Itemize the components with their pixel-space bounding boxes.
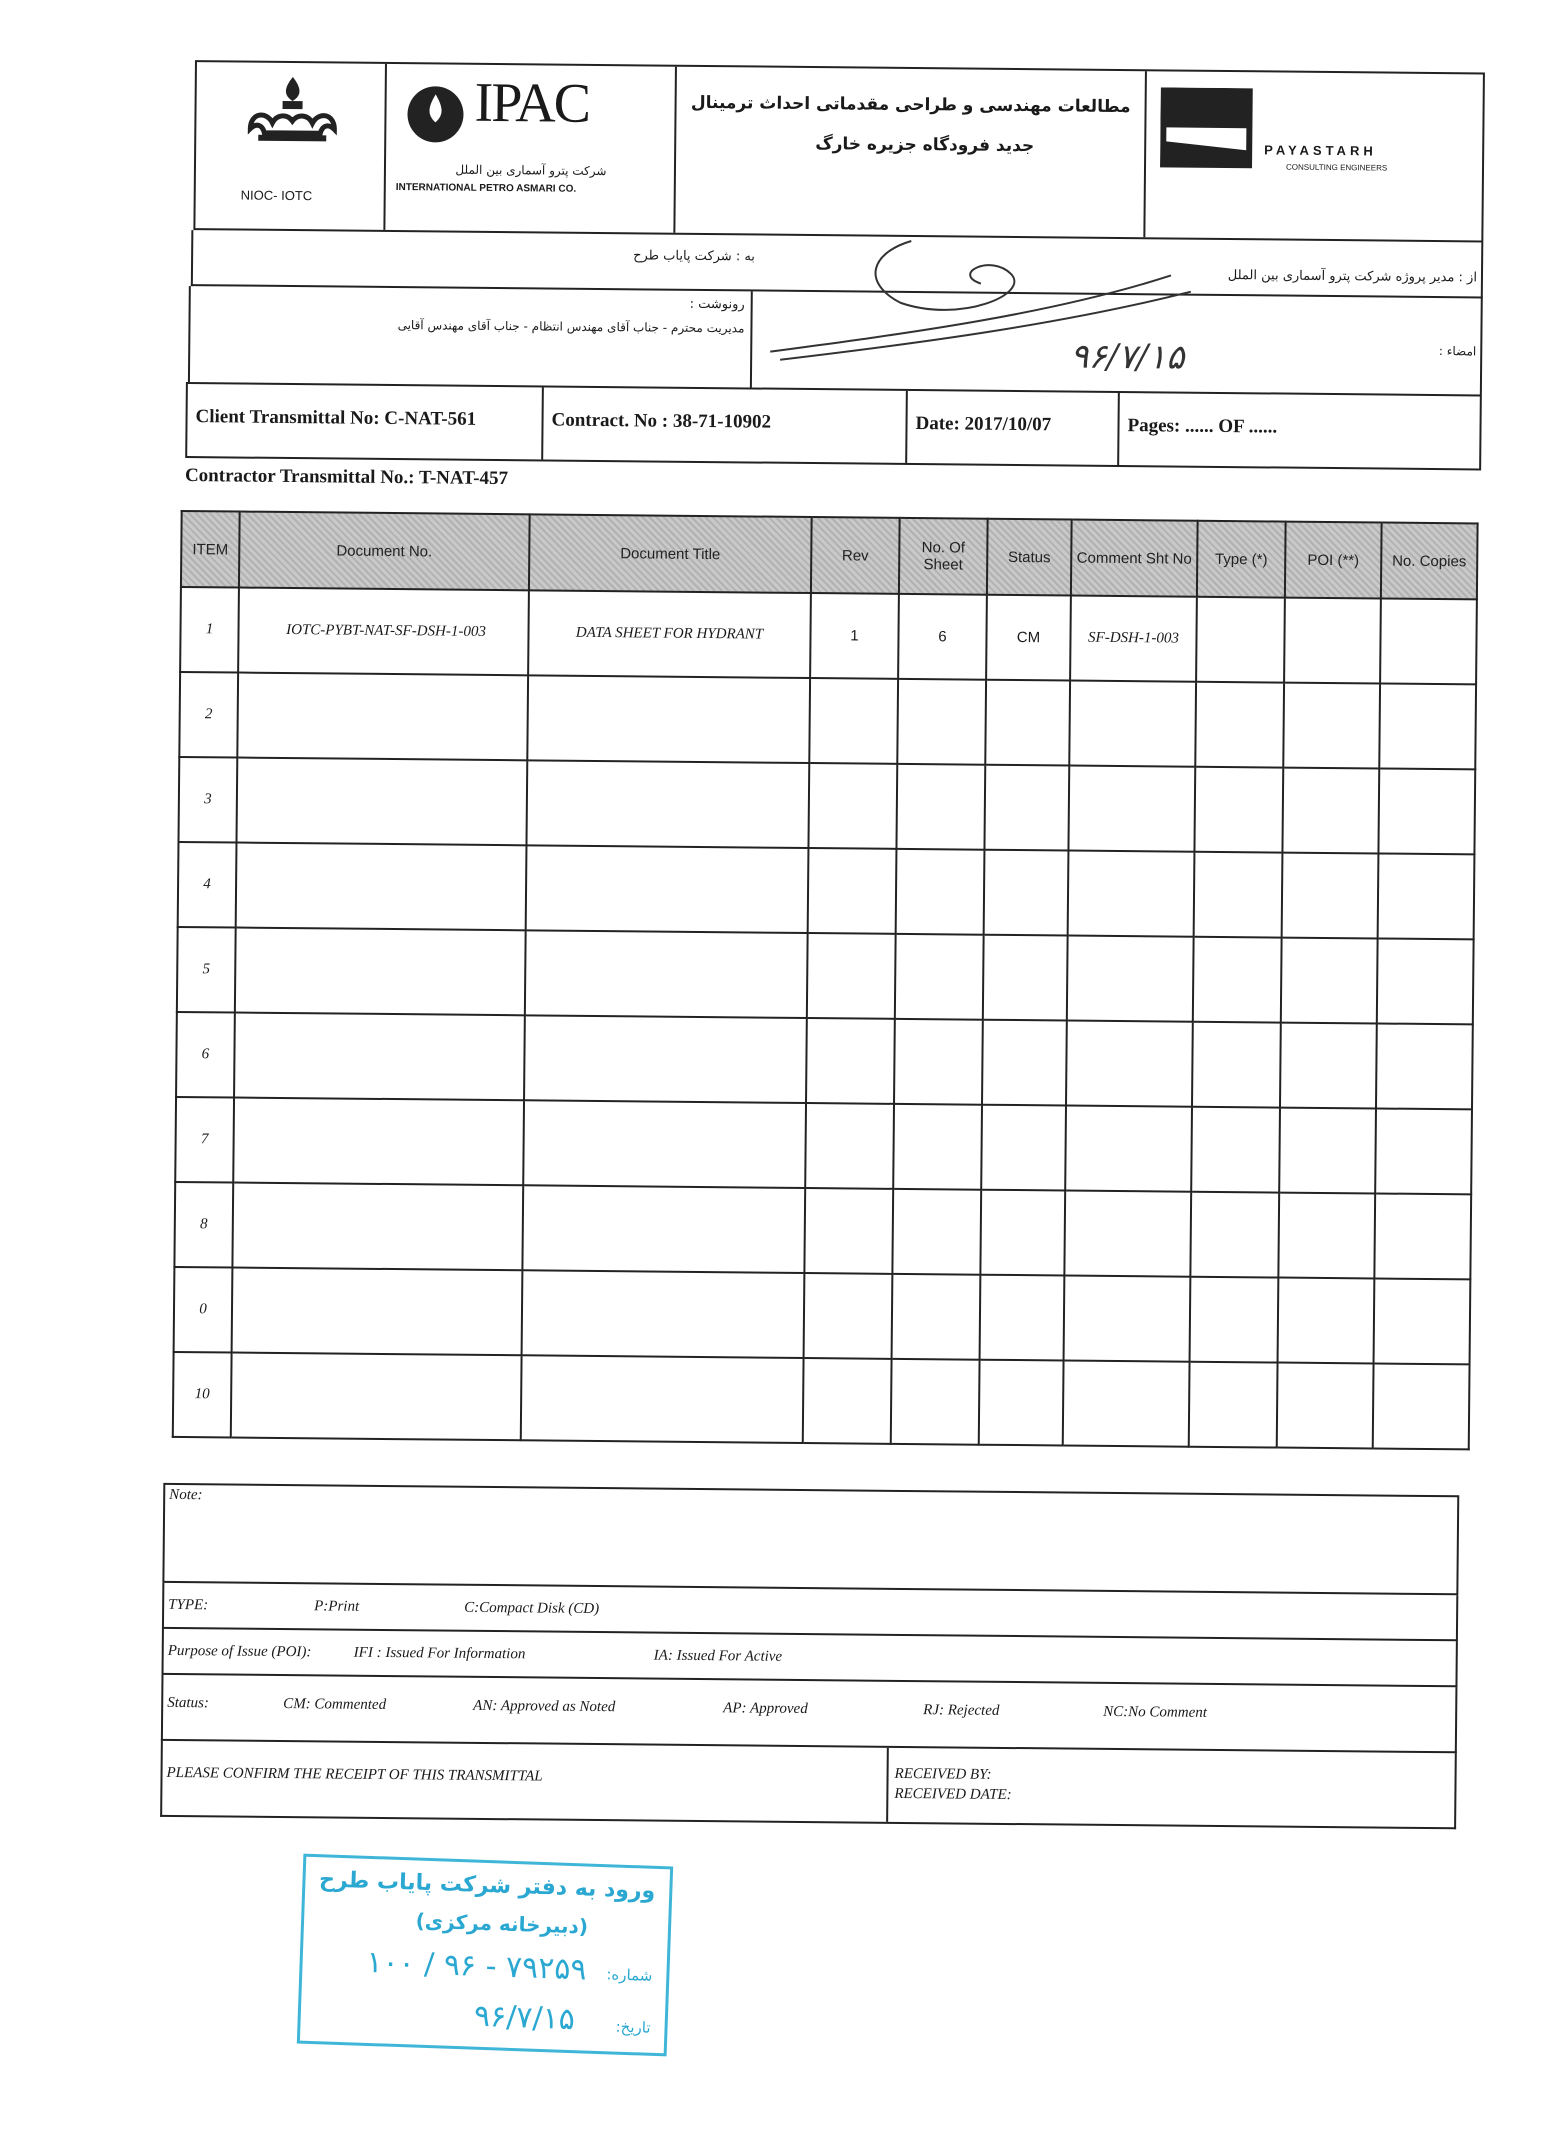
stamp-line1: ورود به دفتر شرکت پایاب طرح: [318, 1867, 656, 1904]
row-rev: [806, 1018, 895, 1104]
row-document-no: [235, 928, 526, 1016]
row-status: [985, 680, 1070, 766]
row-status: [980, 1190, 1065, 1276]
project-title-line2: جدید فرودگاه جزیره خارگ: [815, 134, 1035, 157]
row-type: [1193, 937, 1282, 1023]
entry-stamp: [297, 1854, 673, 2057]
date-field: Date: 2017/10/07: [907, 391, 1120, 465]
stamp-number-label: شماره:: [606, 1965, 653, 1985]
status-row: [161, 1675, 1458, 1753]
row-status: [981, 1105, 1066, 1191]
row-item: 5: [177, 927, 236, 1013]
table-row: [174, 1267, 1471, 1364]
col-status: Status: [987, 519, 1072, 596]
row-comment-sht: [1064, 1275, 1191, 1361]
row-poi: [1281, 938, 1378, 1024]
ipac-name-en: INTERNATIONAL PETRO ASMARI CO.: [395, 182, 577, 195]
row-document-no: IOTC-PYBT-NAT-SF-DSH-1-003: [238, 588, 529, 676]
row-comment-sht: [1068, 766, 1195, 852]
row-item: 6: [176, 1012, 235, 1098]
row-comment-sht: [1069, 681, 1196, 767]
status-label: Status:: [167, 1694, 209, 1712]
row-document-no: [232, 1183, 523, 1271]
row-document-title: [527, 675, 810, 763]
received-date: RECEIVED DATE:: [894, 1785, 1012, 1804]
row-sheets: [897, 679, 986, 765]
row-document-title: [526, 760, 809, 848]
row-comment-sht: [1064, 1191, 1191, 1277]
row-sheets: [896, 764, 985, 850]
contractor-transmittal: Contractor Transmittal No.: T-NAT-457: [184, 465, 509, 490]
row-sheets: [893, 1104, 982, 1190]
col-type: Type (*): [1197, 521, 1286, 598]
ipac-logo: IPAC: [474, 71, 590, 135]
header: [193, 60, 1485, 242]
row-rev: [805, 1103, 894, 1189]
row-poi: [1278, 1278, 1375, 1364]
poi-ifi: IFI : Issued For Information: [353, 1644, 526, 1663]
payastarh-logo-cell: [1145, 71, 1487, 240]
signature-scribble: [750, 231, 1311, 386]
row-status: [982, 1020, 1067, 1106]
row-poi: [1282, 768, 1379, 854]
col-no-of-sheet: No. Of Sheet: [899, 518, 988, 595]
nioc-logo-icon: [232, 72, 353, 153]
row-type: [1190, 1192, 1279, 1278]
table-row: [173, 1352, 1470, 1449]
row-rev: [804, 1188, 893, 1274]
table-row: [174, 1182, 1471, 1279]
row-type: [1191, 1107, 1280, 1193]
col-comment-sht: Comment Sht No: [1071, 520, 1198, 597]
row-status: [984, 850, 1069, 936]
contract-no: Contract. No : 38-71-10902: [543, 387, 908, 462]
row-document-title: DATA SHEET FOR HYDRANT: [528, 590, 811, 678]
row-rev: [807, 933, 896, 1019]
col-rev: Rev: [811, 517, 900, 594]
table-row: [176, 1012, 1473, 1109]
row-copies: [1377, 938, 1474, 1024]
status-ap: AP: Approved: [723, 1700, 808, 1718]
row-document-title: [522, 1185, 805, 1273]
col-document-title: Document Title: [529, 514, 812, 593]
row-comment-sht: [1066, 1021, 1193, 1107]
handwritten-date: ۹۶/۷/۱۵: [1070, 336, 1185, 378]
row-type: [1194, 767, 1283, 853]
row-item: 0: [174, 1267, 233, 1353]
row-item: 2: [179, 672, 238, 758]
row-poi: [1284, 598, 1381, 684]
row-type: [1190, 1277, 1279, 1363]
cc-text: مدیریت محترم - جناب آقای مهندس انتظام - جناب آقای مهندس آقایی: [397, 318, 745, 336]
row-rev: 1: [810, 593, 899, 679]
status-an: AN: Approved as Noted: [473, 1697, 616, 1716]
ipac-name-fa: شرکت پترو آسماری بین الملل: [455, 162, 607, 179]
pages-field: Pages: ...... OF ......: [1127, 415, 1278, 438]
table-row: [177, 927, 1474, 1024]
table-row: [178, 842, 1475, 939]
row-copies: [1379, 684, 1476, 770]
row-type: [1195, 682, 1284, 768]
received-divider: [886, 1748, 889, 1822]
table-row: [179, 672, 1476, 769]
status-nc: NC:No Comment: [1103, 1703, 1208, 1721]
row-poi: [1283, 683, 1380, 769]
row-poi: [1278, 1193, 1375, 1279]
row-document-no: [234, 1013, 525, 1101]
row-type: [1189, 1362, 1278, 1448]
row-document-title: [524, 1015, 807, 1103]
payastarh-sub: CONSULTING ENGINEERS: [1285, 162, 1388, 173]
row-document-title: [522, 1270, 805, 1358]
row-copies: [1376, 1023, 1473, 1109]
row-sheets: [892, 1274, 981, 1360]
legend-block: [160, 1483, 1459, 1829]
row-rev: [804, 1273, 893, 1359]
row-document-title: [523, 1100, 806, 1188]
row-copies: [1374, 1193, 1471, 1279]
ipac-drop-icon: [400, 76, 471, 147]
stamp-date-label: تاریخ:: [615, 2017, 651, 2037]
poi-label: Purpose of Issue (POI):: [167, 1642, 312, 1661]
table-row: [178, 757, 1475, 854]
nioc-label: NIOC- IOTC: [240, 187, 313, 204]
project-title-line1: مطالعات مهندسی و طراحی مقدماتی احداث ترمینال: [690, 92, 1131, 118]
nioc-logo-cell: [195, 62, 387, 230]
client-transmittal: Client Transmittal No: C-NAT-561: [187, 384, 544, 459]
received-by: RECEIVED BY:: [894, 1765, 992, 1783]
row-document-no: [231, 1353, 522, 1441]
row-sheets: [891, 1359, 980, 1445]
from-field: از : مدیر پروژه شرکت پترو آسماری بین الملل: [1227, 268, 1478, 286]
confirm-row: [160, 1741, 1457, 1829]
row-sheets: 6: [898, 594, 987, 680]
table-row: [180, 587, 1477, 684]
row-item: 7: [175, 1097, 234, 1183]
row-document-title: [521, 1355, 804, 1443]
row-item: 3: [178, 757, 237, 843]
row-sheets: [895, 934, 984, 1020]
row-sheets: [896, 849, 985, 935]
type-print: P:Print: [314, 1598, 360, 1615]
cc-row: [188, 286, 1483, 394]
row-document-no: [233, 1098, 524, 1186]
row-document-no: [236, 843, 527, 931]
row-comment-sht: SF-DSH-1-003: [1070, 596, 1197, 682]
table-header-row: [181, 511, 1478, 599]
stamp-line2: (دبیرخانه مرکزی): [415, 1908, 589, 1939]
status-cm: CM: Commented: [283, 1696, 387, 1714]
row-document-title: [525, 930, 808, 1018]
row-item: 10: [173, 1352, 232, 1438]
confirm-text: PLEASE CONFIRM THE RECEIPT OF THIS TRANSMITTAL: [166, 1764, 543, 1785]
row-poi: [1279, 1108, 1376, 1194]
row-status: [984, 765, 1069, 851]
row-comment-sht: [1068, 851, 1195, 937]
row-type: [1192, 1022, 1281, 1108]
row-item: 8: [174, 1182, 233, 1268]
row-sheets: [894, 1019, 983, 1105]
type-cd: C:Compact Disk (CD): [464, 1599, 600, 1618]
row-rev: [808, 848, 897, 934]
type-label: TYPE:: [168, 1596, 209, 1614]
row-copies: [1374, 1278, 1471, 1364]
col-document-no: Document No.: [239, 512, 530, 591]
row-copies: [1378, 853, 1475, 939]
ipac-logo-cell: [385, 64, 677, 233]
payastarh-logo-icon: [1160, 87, 1261, 172]
cc-label: رونوشت :: [689, 296, 745, 313]
row-document-no: [237, 673, 528, 761]
poi-ia: IA: Issued For Active: [653, 1647, 783, 1665]
col-copies: No. Copies: [1381, 523, 1478, 600]
row-document-title: [526, 845, 809, 933]
row-type: [1194, 852, 1283, 938]
documents-table: [172, 510, 1479, 1450]
row-type: [1196, 597, 1285, 683]
transmittal-info-row: [185, 382, 1482, 470]
row-item: 1: [180, 587, 239, 673]
transmittal-sheet: [166, 60, 1485, 1804]
row-comment-sht: [1065, 1106, 1192, 1192]
payastarh-name: PAYASTARH: [1264, 142, 1377, 159]
row-rev: [809, 678, 898, 764]
row-poi: [1282, 853, 1379, 939]
note-row: [162, 1483, 1459, 1595]
row-rev: [803, 1358, 892, 1444]
row-rev: [808, 763, 897, 849]
signature-label: امضاء :: [1438, 344, 1477, 359]
row-comment-sht: [1063, 1360, 1190, 1446]
project-title-cell: [675, 67, 1147, 238]
note-label: Note:: [169, 1486, 203, 1504]
row-copies: [1378, 768, 1475, 854]
row-document-no: [236, 758, 527, 846]
row-status: CM: [986, 595, 1071, 681]
row-sheets: [892, 1189, 981, 1275]
col-item: ITEM: [181, 511, 240, 588]
row-copies: [1373, 1363, 1470, 1449]
row-copies: [1375, 1108, 1472, 1194]
row-poi: [1280, 1023, 1377, 1109]
cc-cell: [190, 286, 753, 387]
to-field: به : شرکت پایاب طرح: [633, 248, 756, 265]
row-status: [983, 935, 1068, 1021]
table-row: [175, 1097, 1472, 1194]
row-comment-sht: [1067, 936, 1194, 1022]
stamp-date-value: ۹۶/۷/۱۵: [473, 1998, 576, 2038]
row-copies: [1380, 599, 1477, 685]
stamp-number-value: ۷۹۲۵۹ - ۹۶ / ۱۰۰: [365, 1944, 588, 1988]
status-rj: RJ: Rejected: [923, 1702, 1000, 1719]
col-poi: POI (**): [1285, 522, 1382, 599]
row-document-no: [232, 1268, 523, 1356]
row-status: [979, 1360, 1064, 1446]
row-item: 4: [178, 842, 237, 928]
row-poi: [1277, 1363, 1374, 1449]
row-status: [980, 1275, 1065, 1361]
